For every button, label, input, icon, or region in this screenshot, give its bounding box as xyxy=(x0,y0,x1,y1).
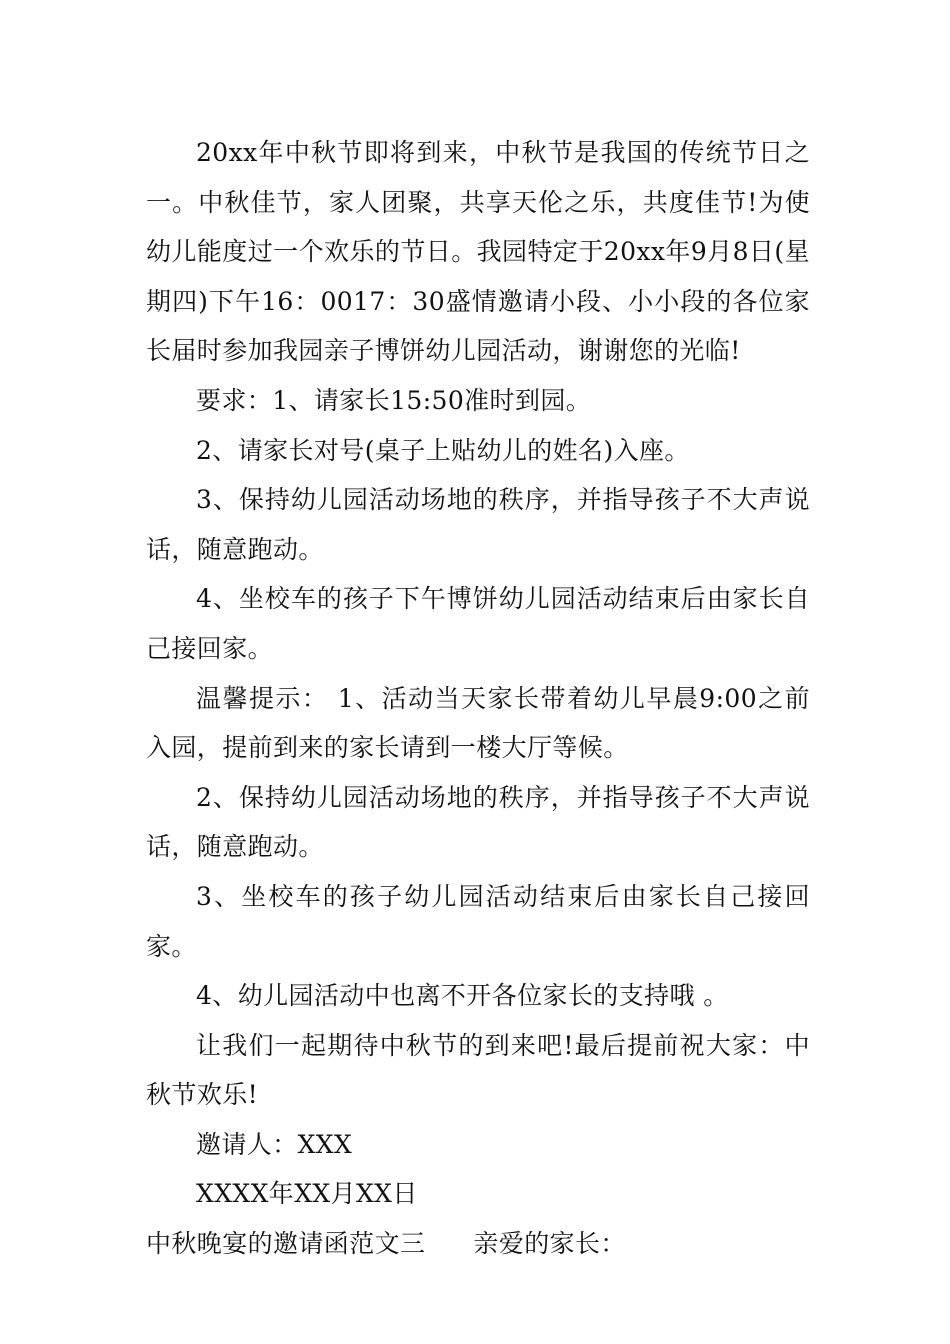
paragraph-tip-2: 2、保持幼儿园活动场地的秩序，并指导孩子不大声说话，随意跑动。 xyxy=(146,782,810,862)
next-section-title: 中秋晚宴的邀请函范文三 xyxy=(146,1229,426,1259)
next-section-heading xyxy=(146,1219,810,1269)
paragraph-requirement-3: 3、保持幼儿园活动场地的秩序，并指导孩子不大声说话，随意跑动。 xyxy=(146,485,810,564)
paragraph-intro: 20xx年中秋节即将到来，中秋节是我国的传统节日之一。中秋佳节，家人团聚，共享天伦之乐，共度佳节!为使幼儿能度过一个欢乐的节日。我园特定于20xx年9月8日(星期四)下午16：0017：30盛情邀请小段、小小段的各位家长届时参加我园亲子博饼幼儿园活动，谢谢您的光临! xyxy=(146,138,810,366)
next-section-salutation: 亲爱的家长： xyxy=(473,1229,626,1259)
document-body xyxy=(146,128,810,1269)
paragraph-tip-1: 温馨提示： 1、活动当天家长带着幼儿早晨9:00之前入园，提前到来的家长请到一楼大厅等候。 xyxy=(146,683,810,763)
paragraph-requirement-4: 4、坐校车的孩子下午博饼幼儿园活动结束后由家长自己接回家。 xyxy=(146,584,810,663)
paragraph-date: XXXX年XX月XX日 xyxy=(196,1179,418,1209)
paragraph-closing: 让我们一起期待中秋节的到来吧!最后提前祝大家：中秋节欢乐! xyxy=(146,1030,810,1110)
paragraph-tip-4: 4、幼儿园活动中也离不开各位家长的支持哦 。 xyxy=(196,981,729,1011)
paragraph-requirement-2: 2、请家长对号(桌子上贴幼儿的姓名)入座。 xyxy=(196,435,690,465)
paragraph-inviter: 邀请人：XXX xyxy=(196,1129,353,1159)
paragraph-requirement-1: 要求：1、请家长15:50准时到园。 xyxy=(196,385,592,415)
paragraph-tip-3: 3、坐校车的孩子幼儿园活动结束后由家长自己接回家。 xyxy=(146,881,810,961)
